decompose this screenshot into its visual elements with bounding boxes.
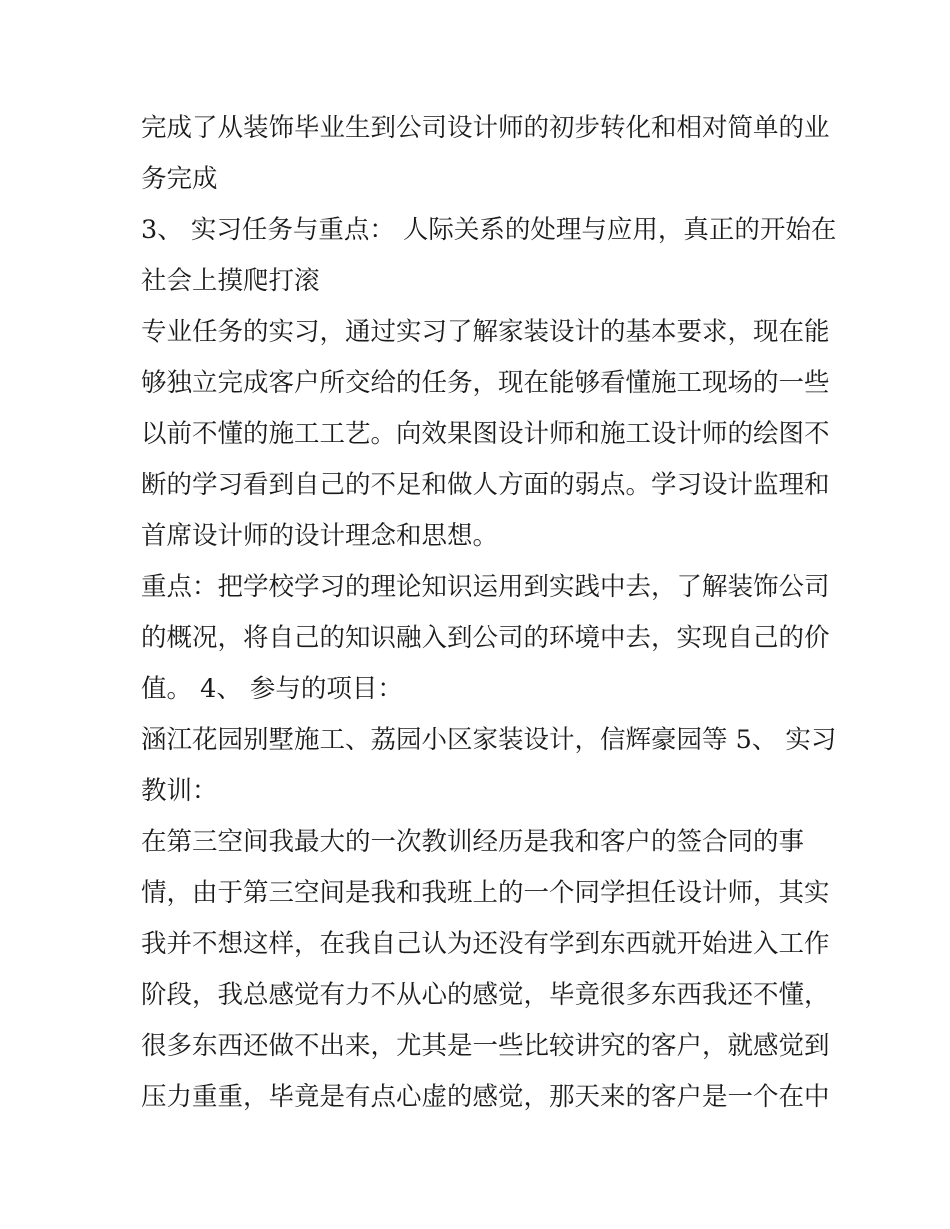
text-line: 务完成: [141, 164, 218, 194]
body-text: [141, 103, 837, 1123]
text-line: 在第三空间我最大的一次教训经历是我和客户的签合同的事: [141, 827, 805, 857]
text-line: 涵江花园别墅施工、荔园小区家装设计，信辉豪园等 5、 实习: [141, 725, 837, 755]
text-line: 阶段，我总感觉有力不从心的感觉，毕竟很多东西我还不懂，: [141, 980, 830, 1010]
text-line: 完成了从装饰毕业生到公司设计师的初步转化和相对简单的业: [141, 113, 830, 143]
text-line: 值。 4、 参与的项目：: [141, 674, 403, 704]
text-line: 社会上摸爬打滚: [141, 266, 320, 296]
text-line: 情，由于第三空间是我和我班上的一个同学担任设计师，其实: [141, 878, 830, 908]
text-line: 教训：: [141, 776, 218, 806]
text-line: 3、 实习任务与重点： 人际关系的处理与应用，真正的开始在: [141, 215, 837, 245]
text-line: 压力重重，毕竟是有点心虚的感觉，那天来的客户是一个在中: [141, 1082, 830, 1112]
text-line: 我并不想这样，在我自己认为还没有学到东西就开始进入工作: [141, 929, 830, 959]
text-line: 的概况，将自己的知识融入到公司的环境中去，实现自己的价: [141, 623, 830, 653]
text-line: 首席设计师的设计理念和思想。: [141, 521, 499, 551]
text-line: 断的学习看到自己的不足和做人方面的弱点。学习设计监理和: [141, 470, 830, 500]
text-line: 以前不懂的施工工艺。向效果图设计师和施工设计师的绘图不: [141, 419, 830, 449]
text-line: 专业任务的实习，通过实习了解家装设计的基本要求，现在能: [141, 317, 830, 347]
text-line: 很多东西还做不出来，尤其是一些比较讲究的客户，就感觉到: [141, 1031, 830, 1061]
text-line: 够独立完成客户所交给的任务，现在能够看懂施工现场的一些: [141, 368, 830, 398]
text-line: 重点：把学校学习的理论知识运用到实践中去，了解装饰公司: [141, 572, 830, 602]
